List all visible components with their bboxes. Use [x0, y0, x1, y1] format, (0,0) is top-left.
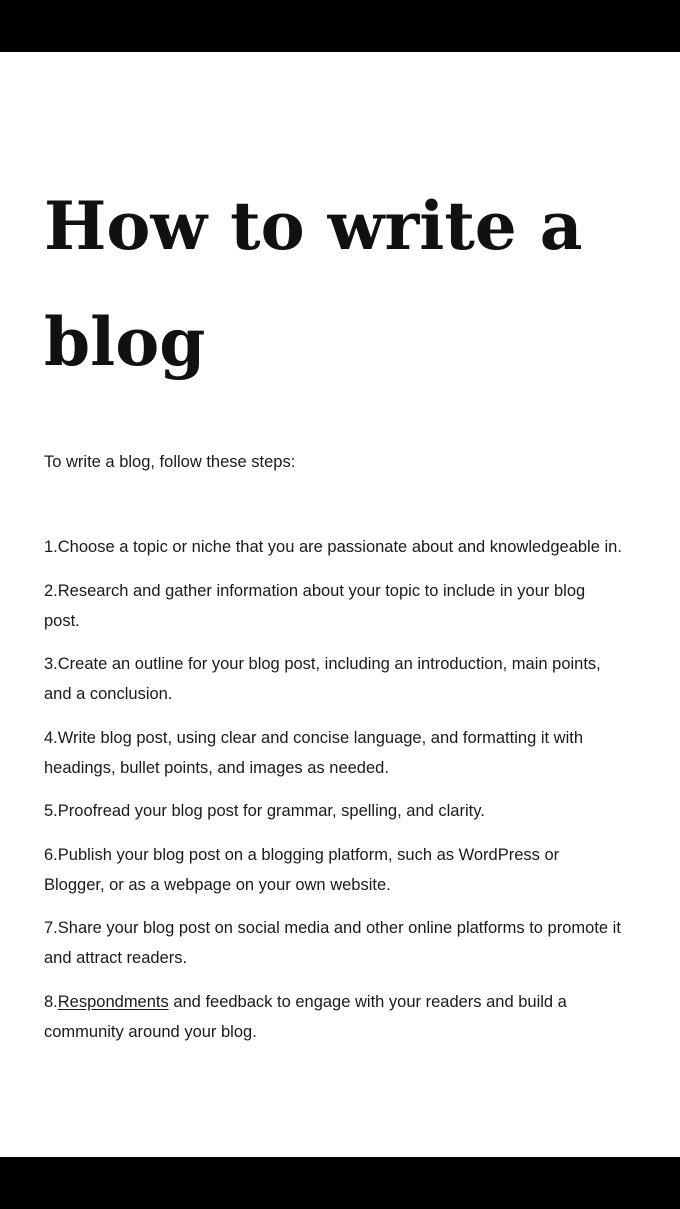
- step-text: and feedback to engage with your readers and build a community around your blog.: [44, 992, 567, 1041]
- list-item: [44, 987, 624, 1047]
- steps-list: [44, 532, 624, 1060]
- list-item: [44, 649, 624, 709]
- list-item: [44, 532, 624, 562]
- step-number: 4.: [44, 728, 58, 747]
- step-number: 8.: [44, 992, 58, 1011]
- document-page: [0, 52, 680, 1157]
- underlined-word: Respondments: [57, 992, 169, 1011]
- step-text: Proofread your blog post for grammar, spelling, and clarity.: [57, 802, 485, 820]
- step-number: 2.: [44, 581, 58, 600]
- step-text: Choose a topic or niche that you are passionate about and knowledgeable in.: [57, 538, 622, 556]
- list-item: [44, 796, 624, 826]
- list-item: [44, 576, 624, 636]
- step-text: Share your blog post on social media and other online platforms to promote it and attract readers.: [44, 919, 621, 967]
- list-item: [44, 723, 624, 783]
- top-letterbox-bar: [0, 0, 680, 52]
- step-number: 6.: [44, 845, 58, 864]
- list-item: [44, 913, 624, 973]
- step-number: 7.: [44, 919, 58, 937]
- step-text: Research and gather information about your topic to include in your blog post.: [44, 581, 586, 630]
- list-item: [44, 840, 624, 900]
- step-text: Create an outline for your blog post, including an introduction, main points, and a conclusion.: [44, 655, 601, 703]
- step-number: 3.: [44, 655, 58, 673]
- step-text: Write blog post, using clear and concise language, and formatting it with headings, bullet points, and images as needed.: [44, 728, 584, 777]
- step-text: Publish your blog post on a blogging platform, such as WordPress or Blogger, or as a webpage on your own website.: [44, 845, 560, 894]
- step-number: 1.: [44, 538, 58, 556]
- bottom-letterbox-bar: [0, 1157, 680, 1209]
- page-title: How to write a blog: [44, 187, 583, 381]
- step-number: 5.: [44, 802, 58, 820]
- intro-text: To write a blog, follow these steps:: [44, 453, 296, 471]
